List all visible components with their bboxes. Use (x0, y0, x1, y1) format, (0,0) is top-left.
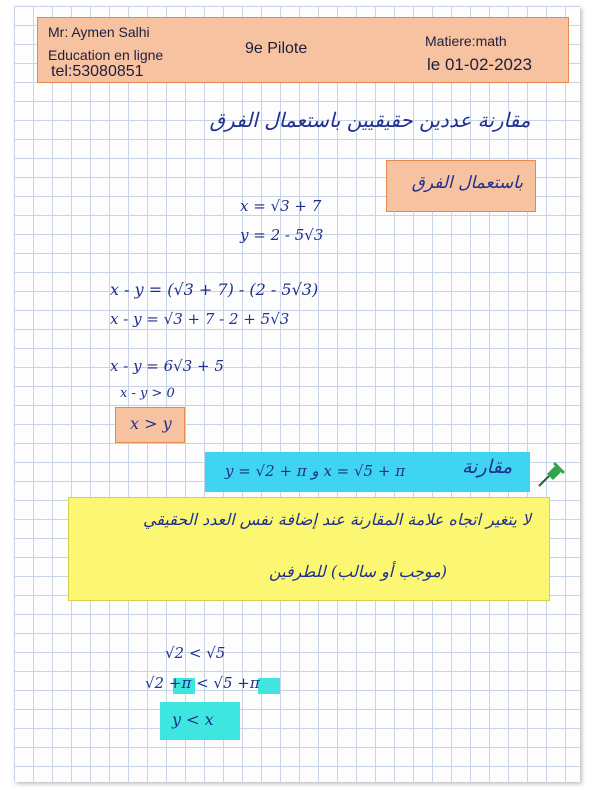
difference-step-1: x - y = (√3 + 7) - (2 - 5√3) (110, 280, 319, 299)
section2-definitions: y = √2 + π و x = √5 + π (225, 462, 406, 480)
right-pi: +π (237, 674, 260, 692)
method-box (386, 160, 536, 212)
pushpin-icon (535, 456, 569, 490)
pi-highlight-right (258, 678, 280, 694)
final-conclusion-text: y < x (172, 710, 214, 729)
left-sum: √2 + (145, 674, 182, 692)
lesson-date: le 01-02-2023 (427, 55, 532, 74)
left-pi: π (181, 674, 192, 692)
x-definition: x = √3 + 7 (240, 197, 322, 215)
rule-box (68, 497, 550, 601)
conclusion-text: x > y (130, 414, 172, 433)
rule-line-2: (موجب أو سالب) للطرفين (269, 562, 447, 581)
final-conclusion-box (160, 702, 240, 740)
difference-step-3: x - y = 6√3 + 5 (110, 357, 224, 375)
author-name: Mr: Aymen Salhi (48, 24, 150, 40)
root-comparison: √2 < √5 (165, 644, 226, 662)
added-pi-comparison (145, 674, 260, 692)
section2-heading: مقارنة (462, 456, 513, 478)
conclusion-box (115, 407, 185, 443)
method-label: باستعمال الفرق (411, 173, 523, 193)
organization-name: Education en ligne (48, 47, 164, 63)
class-name: 9e Pilote (245, 40, 308, 57)
page-title: مقارنة عددين حقيقيين باستعمال الفرق (209, 108, 531, 132)
header-box (37, 17, 569, 83)
comparison-middle: < √5 (191, 674, 238, 692)
rule-line-1: لا يتغير اتجاه علامة المقارنة عند إضافة نفس العدد الحقيقي (143, 510, 531, 529)
difference-sign: x - y > 0 (120, 386, 175, 401)
phone-number: tel:53080851 (51, 63, 144, 80)
subject-label: Matiere:math (425, 33, 507, 49)
difference-step-2: x - y = √3 + 7 - 2 + 5√3 (110, 310, 290, 328)
y-definition: y = 2 - 5√3 (240, 226, 324, 244)
